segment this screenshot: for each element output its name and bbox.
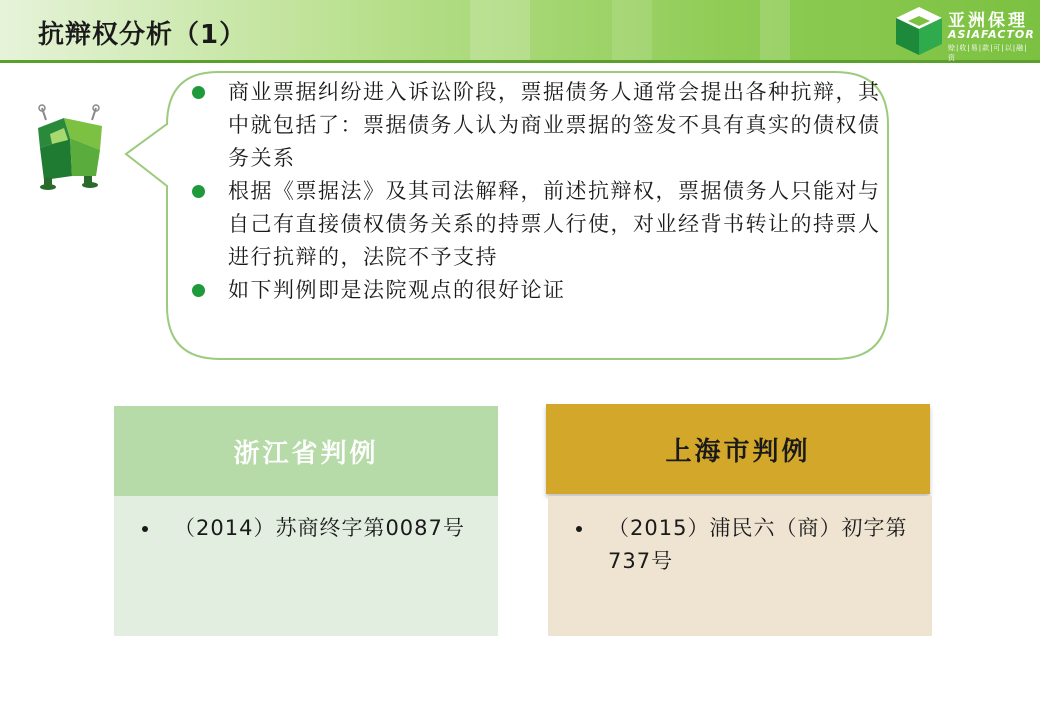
bullet-text: 如下判例即是法院观点的很好论证	[228, 278, 566, 302]
bullet-dot-icon	[192, 185, 205, 198]
bullet-dot-icon	[576, 526, 582, 532]
bullet-text: 商业票据纠纷进入诉讼阶段，票据债务人通常会提出各种抗辩，其中就包括了：票据债务人认为商业票据的签发不具有真实的债权债务关系	[228, 80, 881, 170]
page-title: 抗辩权分析（1）	[38, 20, 247, 50]
bullet-text: 根据《票据法》及其司法解释，前述抗辩权，票据债务人只能对与自己有直接债权债务关系的持票人行使，对业经背书转让的持票人进行抗辩的，法院不予支持	[228, 179, 881, 269]
case-number: （2014）苏商终字第0087号	[174, 516, 465, 540]
shanghai-case-title: 上海市判例	[665, 436, 811, 467]
bullet-item	[192, 274, 882, 307]
case-item	[134, 512, 478, 545]
shanghai-case-header	[546, 404, 930, 494]
company-logo	[892, 4, 1035, 62]
header-decor-tile	[470, 0, 530, 60]
case-item	[568, 512, 912, 578]
zhejiang-case-title: 浙江省判例	[233, 438, 379, 469]
zhejiang-case-body	[114, 496, 498, 636]
cube-mascot-icon	[30, 104, 110, 190]
header-decor-tile	[612, 0, 652, 60]
bullet-dot-icon	[142, 526, 148, 532]
header-decor-tile	[760, 0, 790, 60]
header-rule	[0, 60, 1040, 63]
logo-name: 亚洲保理	[948, 11, 1028, 31]
shanghai-case-body	[548, 496, 932, 636]
logo-name-en: ASIAFACTOR	[948, 28, 1035, 41]
case-number: （2015）浦民六（商）初字第737号	[608, 516, 908, 573]
bullet-item	[192, 175, 882, 274]
bullet-dot-icon	[192, 86, 205, 99]
bubble-bullet-list	[192, 76, 882, 307]
bullet-item	[192, 76, 882, 175]
zhejiang-case-header	[114, 406, 498, 496]
bullet-dot-icon	[192, 284, 205, 297]
logo-cube-icon	[892, 4, 946, 58]
logo-slogan: 赊|收|易|款|可|以|融|资	[948, 44, 1028, 62]
